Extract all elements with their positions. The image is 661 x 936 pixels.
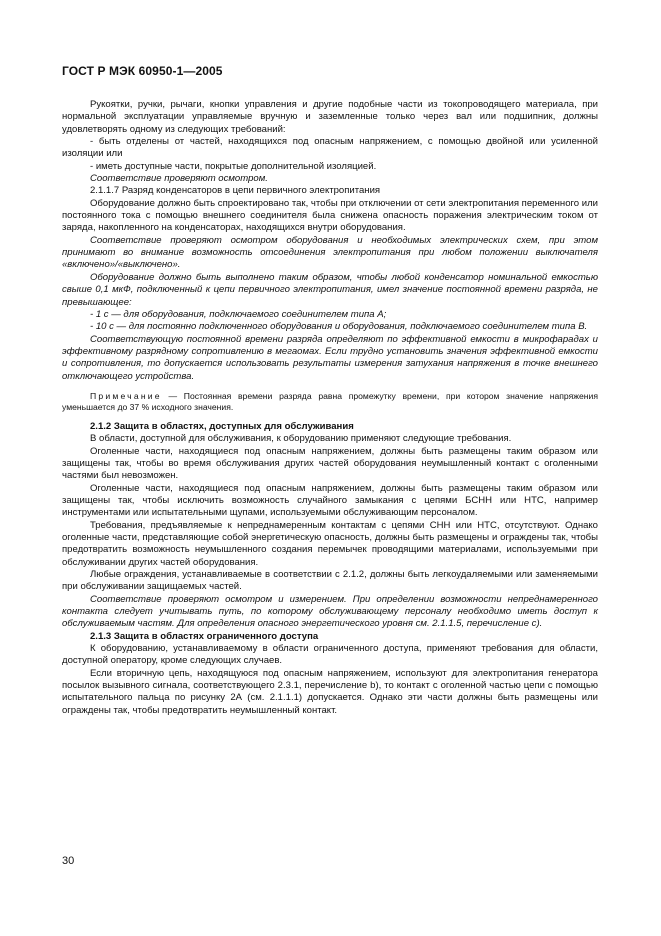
subsection-heading: 2.1.1.7 Разряд конденсаторов в цепи первичного электропитания: [90, 185, 381, 197]
page-number: 30: [62, 855, 75, 867]
document-body: [62, 99, 598, 717]
paragraph-compliance: Соответствие проверяют осмотром и измерением. При определении возможности непреднамеренного контакта следует учитывать путь, по которому обслуживающему персоналу необходимо иметь доступ к обслуживаемым частям. Для определения опасного энергетического уровня см. 2.1.1.5, перечисление с).: [62, 593, 598, 630]
section-heading: 2.1.3 Защита в областях ограниченного доступа: [90, 630, 319, 642]
paragraph: Оголенные части, находящиеся под опасным напряжением, должны быть размещены таким образом или защищены так, чтобы во время обслуживания других частей оборудования неумышленный контакт с оголенными частями был невозможен.: [62, 445, 598, 482]
paragraph: Рукоятки, ручки, рычаги, кнопки управления и другие подобные части из токопроводящего материала, при нормальной эксплуатации управляемые вручную и заземленные только через вал или подшипник, должны удовлетворять одному из следующих требований:: [62, 99, 598, 135]
paragraph-compliance: Соответствие проверяют осмотром оборудования и необходимых электрических схем, при этом принимают во внимание возможность отсоединения электропитания при любом положении выключателя «включено»/«выключено».: [62, 234, 598, 271]
paragraph: К оборудованию, устанавливаемому в области ограниченного доступа, применяют требования для области, доступной оператору, кроме следующих случаев.: [62, 643, 598, 667]
paragraph: Любые ограждения, устанавливаемые в соответствии с 2.1.2, должны быть легкоудаляемыми или заменяемыми при обслуживании защищаемых частей.: [62, 569, 598, 593]
paragraph: Соответствующую постоянной времени разряда определяют по эффективной емкости в микрофарадах и эффективному разрядному сопротивлению в мегаомах. Если трудно установить значения эффективной емкости и сопротивления, то допускается использовать результаты измерения затухания напряжения в точке внешнего отключающего устройства.: [62, 333, 598, 382]
paragraph: - быть отделены от частей, находящихся под опасным напряжением, с помощью двойной или усиленной изоляции или: [62, 136, 598, 160]
paragraph: Требования, предъявляемые к непреднамеренным контактам с цепями СНН или НТС, отсутствуют. Однако оголенные части, представляющие собой энергетическую опасность, должны быть размещены и ограждены так, чтобы предотвратить возможность неумышленного создания перемычек проводящими материалами, используемыми при обслуживании других частей оборудования.: [62, 519, 598, 568]
paragraph: Если вторичную цепь, находящуюся под опасным напряжением, используют для электропитания генератора посылок вызывного сигнала, соответствующего 2.3.1, перечисление b), то контакт с оголенной частью цепи с помощью испытательного пальца по рисунку 2А (см. 2.1.1.1) допускается. Однако эти части должны быть размещены или ограждены так, чтобы предотвратить неумышленный контакт.: [62, 667, 598, 716]
paragraph: В области, доступной для обслуживания, к оборудованию применяют следующие требования.: [90, 433, 512, 445]
list-item: - 1 с — для оборудования, подключаемого соединителем типа А;: [90, 308, 387, 320]
list-item: - 10 с — для постоянно подключенного оборудования и оборудования, подключаемого соединителем типа В.: [90, 321, 588, 333]
paragraph: - иметь доступные части, покрытые дополнительной изоляцией.: [90, 160, 377, 172]
note-text: — Постоянная времени разряда равна промежутку времени, при котором значение напряжения уменьшается до 37 % исходного значения.: [62, 390, 598, 413]
paragraph: Оборудование должно быть спроектировано так, чтобы при отключении от сети электропитания переменного или постоянного тока с помощью внешнего соединителя была снижена опасность поражения электрическим током от заряда, накопленного на конденсаторах, находящихся внутри оборудования.: [62, 197, 598, 234]
section-heading: 2.1.2 Защита в областях, доступных для обслуживания: [90, 420, 354, 432]
paragraph: Оборудование должно быть выполнено таким образом, чтобы любой конденсатор номинальной емкостью свыше 0,1 мкФ, подключенный к цепи первичного электропитания, имел значение постоянной времени разряда, не превышающее:: [62, 271, 598, 308]
document-header: ГОСТ Р МЭК 60950-1—2005: [62, 64, 223, 78]
paragraph: Оголенные части, находящиеся под опасным напряжением, должны быть размещены таким образом или защищены так, чтобы исключить возможность случайного замыкания с цепями БСНН или НТС, например инструментами или испытательными щупами, используемыми обслуживающим персоналом.: [62, 482, 598, 519]
note: [62, 391, 598, 414]
note-label: Примечание: [90, 390, 162, 401]
paragraph-compliance: Соответствие проверяют осмотром.: [90, 173, 268, 185]
